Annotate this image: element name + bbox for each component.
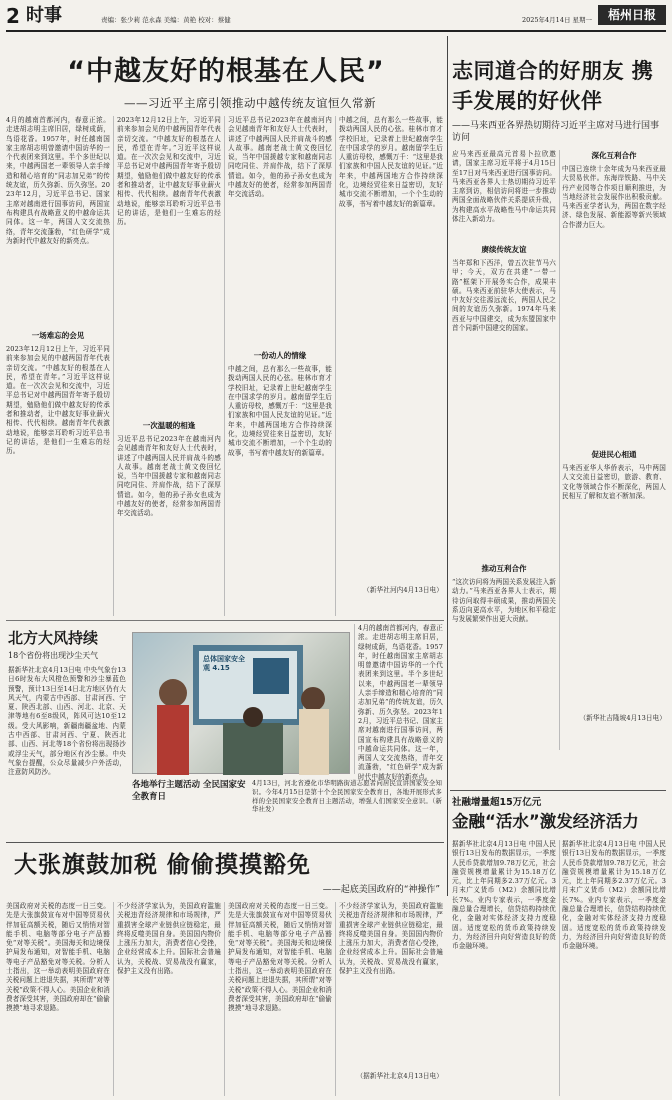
lead-sub-3: 一份动人的情缘 (253, 351, 307, 360)
lead-col-3 (228, 116, 332, 616)
right-sub-4: 促进民心相通 (591, 450, 637, 459)
lead-col-4 (339, 116, 443, 616)
bottom-body: 美国政府对关税的态度一日三变。先是大张旗鼓宣布对中国等贸易伙伴加征高额关税，随后又悄悄对智能手机、电脑等部分电子产品豁免“对等关税”。美国海关和边境保护局发布通知，对智能手机、电脑等电子产品豁免对等关税。分析人士指出，这一举动表明美国政府在关税问题上进退失据，其所谓“对等关税”政策不得人心。美国企业和消费者深受其害，美国政府却在“偷偷摸摸”地寻求退路。 (6, 902, 110, 1013)
right-sub-1: 赓续传统友谊 (481, 245, 527, 254)
bottom-body-b: 不少经济学家认为，美国政府滥施关税违背经济规律和市场规律，严重损害全球产业链供应链稳定，最终将反噬美国自身。美国国内物价上涨压力加大，消费者信心受挫，企业经营成本上升。国际社会普遍认为，关税战、贸易战没有赢家，保护主义没有出路。 (117, 902, 221, 976)
lead-body-4b: 中越之间，总有那么一些故事，能拨动两国人民的心弦。桂林市育才学校旧址，记录着上世纪越南学生在中国求学的岁月。越南留学生后人重访母校，感慨万千：“这里是我们家族和中国人民友谊的见证。”近年来，中越两国地方合作持续深化，边境经贸往来日益密切，友好城市交流不断增加，一个个生动的故事，书写着中越友好的新篇章。 (339, 116, 443, 208)
bottom-top-rule (6, 842, 444, 843)
right-body-4: “这次访问将为两国关系发展注入新动力。”马来西亚各界人士表示，期待访问取得丰硕成果，推动两国关系迈向更高水平，为地区和平稳定与发展繁荣作出更大贡献。 (452, 578, 556, 624)
lead-body-2: 2023年12月12日上午，习近平同前来参加会见的中越两国青年代表亲切交流。“中越友好的根基在人民，希望在青年。”习近平这样说道。在一次次会见和交流中，习近平总书记对中越两国青年寄予殷切期望，勉励他们做中越友好的传承者和推动者，让中越友好事业薪火相传、代代相续。越南青年代表激动地说，能够亲耳聆听习近平总书记的讲话，是他们一生难忘的经历。 (6, 345, 110, 456)
section-divider (447, 36, 448, 896)
right-col-1 (452, 150, 556, 750)
weather-top-rule (6, 620, 444, 621)
photo-caption-title: 各地举行主题活动 全民国家安全教育日 (132, 780, 246, 802)
bottom-col-3 (228, 902, 332, 1096)
col-divider (224, 116, 225, 616)
bottom-col-1 (6, 902, 110, 1096)
editors-line: 责编：张少莉 范永森 美编：黄艳 校对：蔡健 (101, 16, 231, 24)
finance-headline: 金融“活水”激发经济活力 (452, 812, 639, 831)
weather-body: 据新华社北京4月13日电 中央气象台13日6时发布大风橙色预警和沙尘暴蓝色预警，预计13日至14日北方地区仍有大风天气，内蒙古中西部、甘肃河西、宁夏、陕西北部、山西、河北、北京、天津等地有6至8级风，阵风可达10至12级。受大风影响，新疆南疆盆地、内蒙古中西部、甘肃河西、宁夏、陕西北部、山西、河北等18个省份将出现扬沙或浮尘天气，部分地区有沙尘暴。中央气象台提醒，公众尽量减少户外活动，注意防风防沙。 (8, 666, 126, 777)
lead-dateline: （新华社河内4月13日电） (363, 586, 443, 594)
paper-name: 梧州日报 (607, 8, 656, 22)
right-subheadline: ——马来西亚各界热切期待习近平主席对马进行国事访问 (452, 121, 660, 143)
finance-subheadline: 社融增量超15万亿元 (452, 797, 542, 808)
col-divider (113, 116, 114, 616)
bottom-subheadline: ——起底美国政府的“神操作” (322, 885, 440, 895)
lead-col-1 (6, 116, 110, 616)
paper-logo (598, 5, 666, 25)
lead-body-tail: 4月的越南首都河内，春意正浓。走进胡志明主席旧居，绿树成荫，鸟语花香。1957年，时任越南国家主席胡志明曾邀请中国访华的一个代表团来到这里。半个多世纪以来，中越两国老一辈领导人亲手缔造和精心培育的“同志加兄弟”的传统友谊，历久弥新、历久弥坚。2023年12月，习近平总书记、国家主席对越南进行国事访问，两国宣布构建具有战略意义的中越命运共同体。这一年，两国人文交流热络，青年交流蓬勃，“红色研学”成为新时代中越友好的新亮点。 (358, 624, 443, 781)
col-divider (335, 902, 336, 1096)
lead-body-3: 习近平总书记2023年在越南河内会见越南青年和友好人士代表时，讲述了中越两国人民并肩战斗的感人故事。越南老战士黄文俊回忆说，当年中国援越专家和越南同志同吃同住、并肩作战，结下了深厚情谊。如今，他的孙子孙女也成为中越友好的使者，经常参加两国青年交流活动。 (117, 435, 221, 518)
finance-body: 据新华社北京4月13日电 中国人民银行13日发布的数据显示，一季度人民币贷款增加9.78万亿元，社会融资规模增量累计为15.18万亿元，比上年同期多2.37万亿元。3月末广义货币（M2）余额同比增长7%。业内专家表示，一季度金融总量合理增长，信贷结构持续优化，金融对实体经济支持力度稳固。适度宽松的货币政策持续发力，为经济回升向好营造良好的货币金融环境。 (452, 840, 556, 951)
issue-date: 2025年4月14日 星期一 (522, 16, 593, 24)
right-body-5: 马来西亚华人华侨表示，马中两国人文交流日益密切，旅游、教育、文化等领域合作不断深化，两国人民相互了解和友谊不断加深。 (562, 464, 666, 500)
lead-subheadline: ——习近平主席引领推动中越传统友谊恒久常新 (124, 96, 376, 110)
section-name: 时事 (26, 5, 62, 26)
lead-sub-1: 一场难忘的会见 (31, 331, 85, 340)
weather-headline: 北方大风持续 (8, 629, 99, 647)
right-col-2 (562, 150, 666, 750)
lead-col-2 (117, 116, 221, 616)
finance-col-2 (562, 840, 666, 1096)
col-divider (224, 902, 225, 1096)
right-headline: 志同道合的好朋友 携手发展的好伙伴 (452, 59, 654, 113)
lead-body: 4月的越南首都河内，春意正浓。走进胡志明主席旧居，绿树成荫，鸟语花香。1957年，时任越南国家主席胡志明曾邀请中国访华的一个代表团来到这里。半个多世纪以来，中越两国老一辈领导人亲手缔造和精心培育的“同志加兄弟”的传统友谊，历久弥新、历久弥坚。2023年12月，习近平总书记、国家主席对越南进行国事访问，两国宣布构建具有战略意义的中越命运共同体。这一年，两国人文交流热络，青年交流蓬勃，“红色研学”成为新时代中越友好的新亮点。 (6, 116, 110, 245)
lead-sub-2: 一次温暖的相逢 (142, 421, 196, 430)
finance-body-b: 据新华社北京4月13日电 中国人民银行13日发布的数据显示，一季度人民币贷款增加9.78万亿元，社会融资规模增量累计为15.18万亿元，比上年同期多2.37万亿元。3月末广义货币（M2）余额同比增长7%。业内专家表示，一季度金融总量合理增长，信贷结构持续优化，金融对实体经济支持力度稳固。适度宽松的货币政策持续发力，为经济回升向好营造良好的货币金融环境。 (562, 840, 666, 951)
photo-caption: 4月13日，河北省遵化市华明路街道志愿者向居民宣讲国家安全知识。今年4月15日是第十个全民国家安全教育日，各地开展形式多样的全民国家安全教育日主题活动，增强人们国家安全意识。（新华社发） (252, 779, 442, 814)
header-rule (6, 30, 666, 32)
lead-body-3b: 习近平总书记2023年在越南河内会见越南青年和友好人士代表时，讲述了中越两国人民并肩战斗的感人故事。越南老战士黄文俊回忆说，当年中国援越专家和越南同志同吃同住、并肩作战，结下了深厚情谊。如今，他的孙子孙女也成为中越友好的使者，经常参加两国青年交流活动。 (228, 116, 332, 199)
photo-sign-text: 总体国家安全观 4.15 (203, 655, 245, 672)
lead-headline: “中越友好的根基在人民” (67, 56, 385, 87)
bottom-headline: 大张旗鼓加税 偷偷摸摸豁免 (14, 852, 312, 878)
lead-body-4: 中越之间，总有那么一些故事，能拨动两国人民的心弦。桂林市育才学校旧址，记录着上世纪越南学生在中国求学的岁月。越南留学生后人重访母校，感慨万千：“这里是我们家族和中国人民友谊的见证。”近年来，中越两国地方合作持续深化，边境经贸往来日益密切，友好城市交流不断增加，一个个生动的故事，书写着中越友好的新篇章。 (228, 365, 332, 457)
news-photo (132, 632, 350, 774)
page-number: 2 (6, 4, 20, 28)
col-divider (113, 902, 114, 1096)
right-sub-3: 推动互利合作 (481, 564, 527, 573)
finance-top-rule (450, 790, 666, 791)
right-body-3: 中国已连续十余年成为马来西亚最大贸易伙伴。东海岸铁路、马中关丹产业园等合作项目顺利推进，为当地经济社会发展作出积极贡献。马来西亚学者认为，两国在数字经济、绿色发展、新能源等新兴领域合作潜力巨大。 (562, 165, 666, 229)
right-dateline: （新华社吉隆坡4月13日电） (579, 714, 666, 722)
col-divider (559, 840, 560, 1096)
right-body: 应马来西亚最高元首易卜拉欣邀请，国家主席习近平将于4月15日至17日对马来西亚进行国事访问。马来西亚各界人士热切期待习近平主席到访，相信访问将进一步推动两国全面战略伙伴关系提质升级，为构建高水平战略性马中命运共同体注入新动力。 (452, 150, 556, 224)
bottom-dateline: （据新华社北京4月13日电） (356, 1072, 443, 1080)
col-divider (354, 624, 355, 774)
bottom-body-c: 美国政府对关税的态度一日三变。先是大张旗鼓宣布对中国等贸易伙伴加征高额关税，随后又悄悄对智能手机、电脑等部分电子产品豁免“对等关税”。美国海关和边境保护局发布通知，对智能手机、电脑等电子产品豁免对等关税。分析人士指出，这一举动表明美国政府在关税问题上进退失据，其所谓“对等关税”政策不得人心。美国企业和消费者深受其害，美国政府却在“偷偷摸摸”地寻求退路。 (228, 902, 332, 1013)
bottom-col-2 (117, 902, 221, 1096)
col-divider (335, 116, 336, 616)
right-sub-2: 深化互利合作 (591, 151, 637, 160)
weather-subheadline: 18个省份将出现沙尘天气 (8, 651, 99, 660)
finance-col-1 (452, 840, 556, 1096)
page-header (6, 5, 666, 29)
lead-body-2b: 2023年12月12日上午，习近平同前来参加会见的中越两国青年代表亲切交流。“中越友好的根基在人民，希望在青年。”习近平这样说道。在一次次会见和交流中，习近平总书记对中越两国青年寄予殷切期望，勉励他们做中越友好的传承者和推动者，让中越友好事业薪火相传、代代相续。越南青年代表激动地说，能够亲耳聆听习近平总书记的讲话，是他们一生难忘的经历。 (117, 116, 221, 227)
bottom-col-4 (339, 902, 443, 1096)
col-divider (559, 150, 560, 750)
right-body-2: 当年郑和下西洋，曾五次驻节马六甲；今天，双方在共建“一带一路”框架下开展务实合作，成果丰硕。马来西亚前驻华大使表示，马中友好交往源远流长，两国人民之间的友谊历久弥新。1974年马来西亚与中国建交，成为东盟国家中首个同新中国建交的国家。 (452, 259, 556, 333)
bottom-body-2: 不少经济学家认为，美国政府滥施关税违背经济规律和市场规律，严重损害全球产业链供应链稳定，最终将反噬美国自身。美国国内物价上涨压力加大，消费者信心受挫，企业经营成本上升。国际社会普遍认为，关税战、贸易战没有赢家，保护主义没有出路。 (339, 902, 443, 976)
